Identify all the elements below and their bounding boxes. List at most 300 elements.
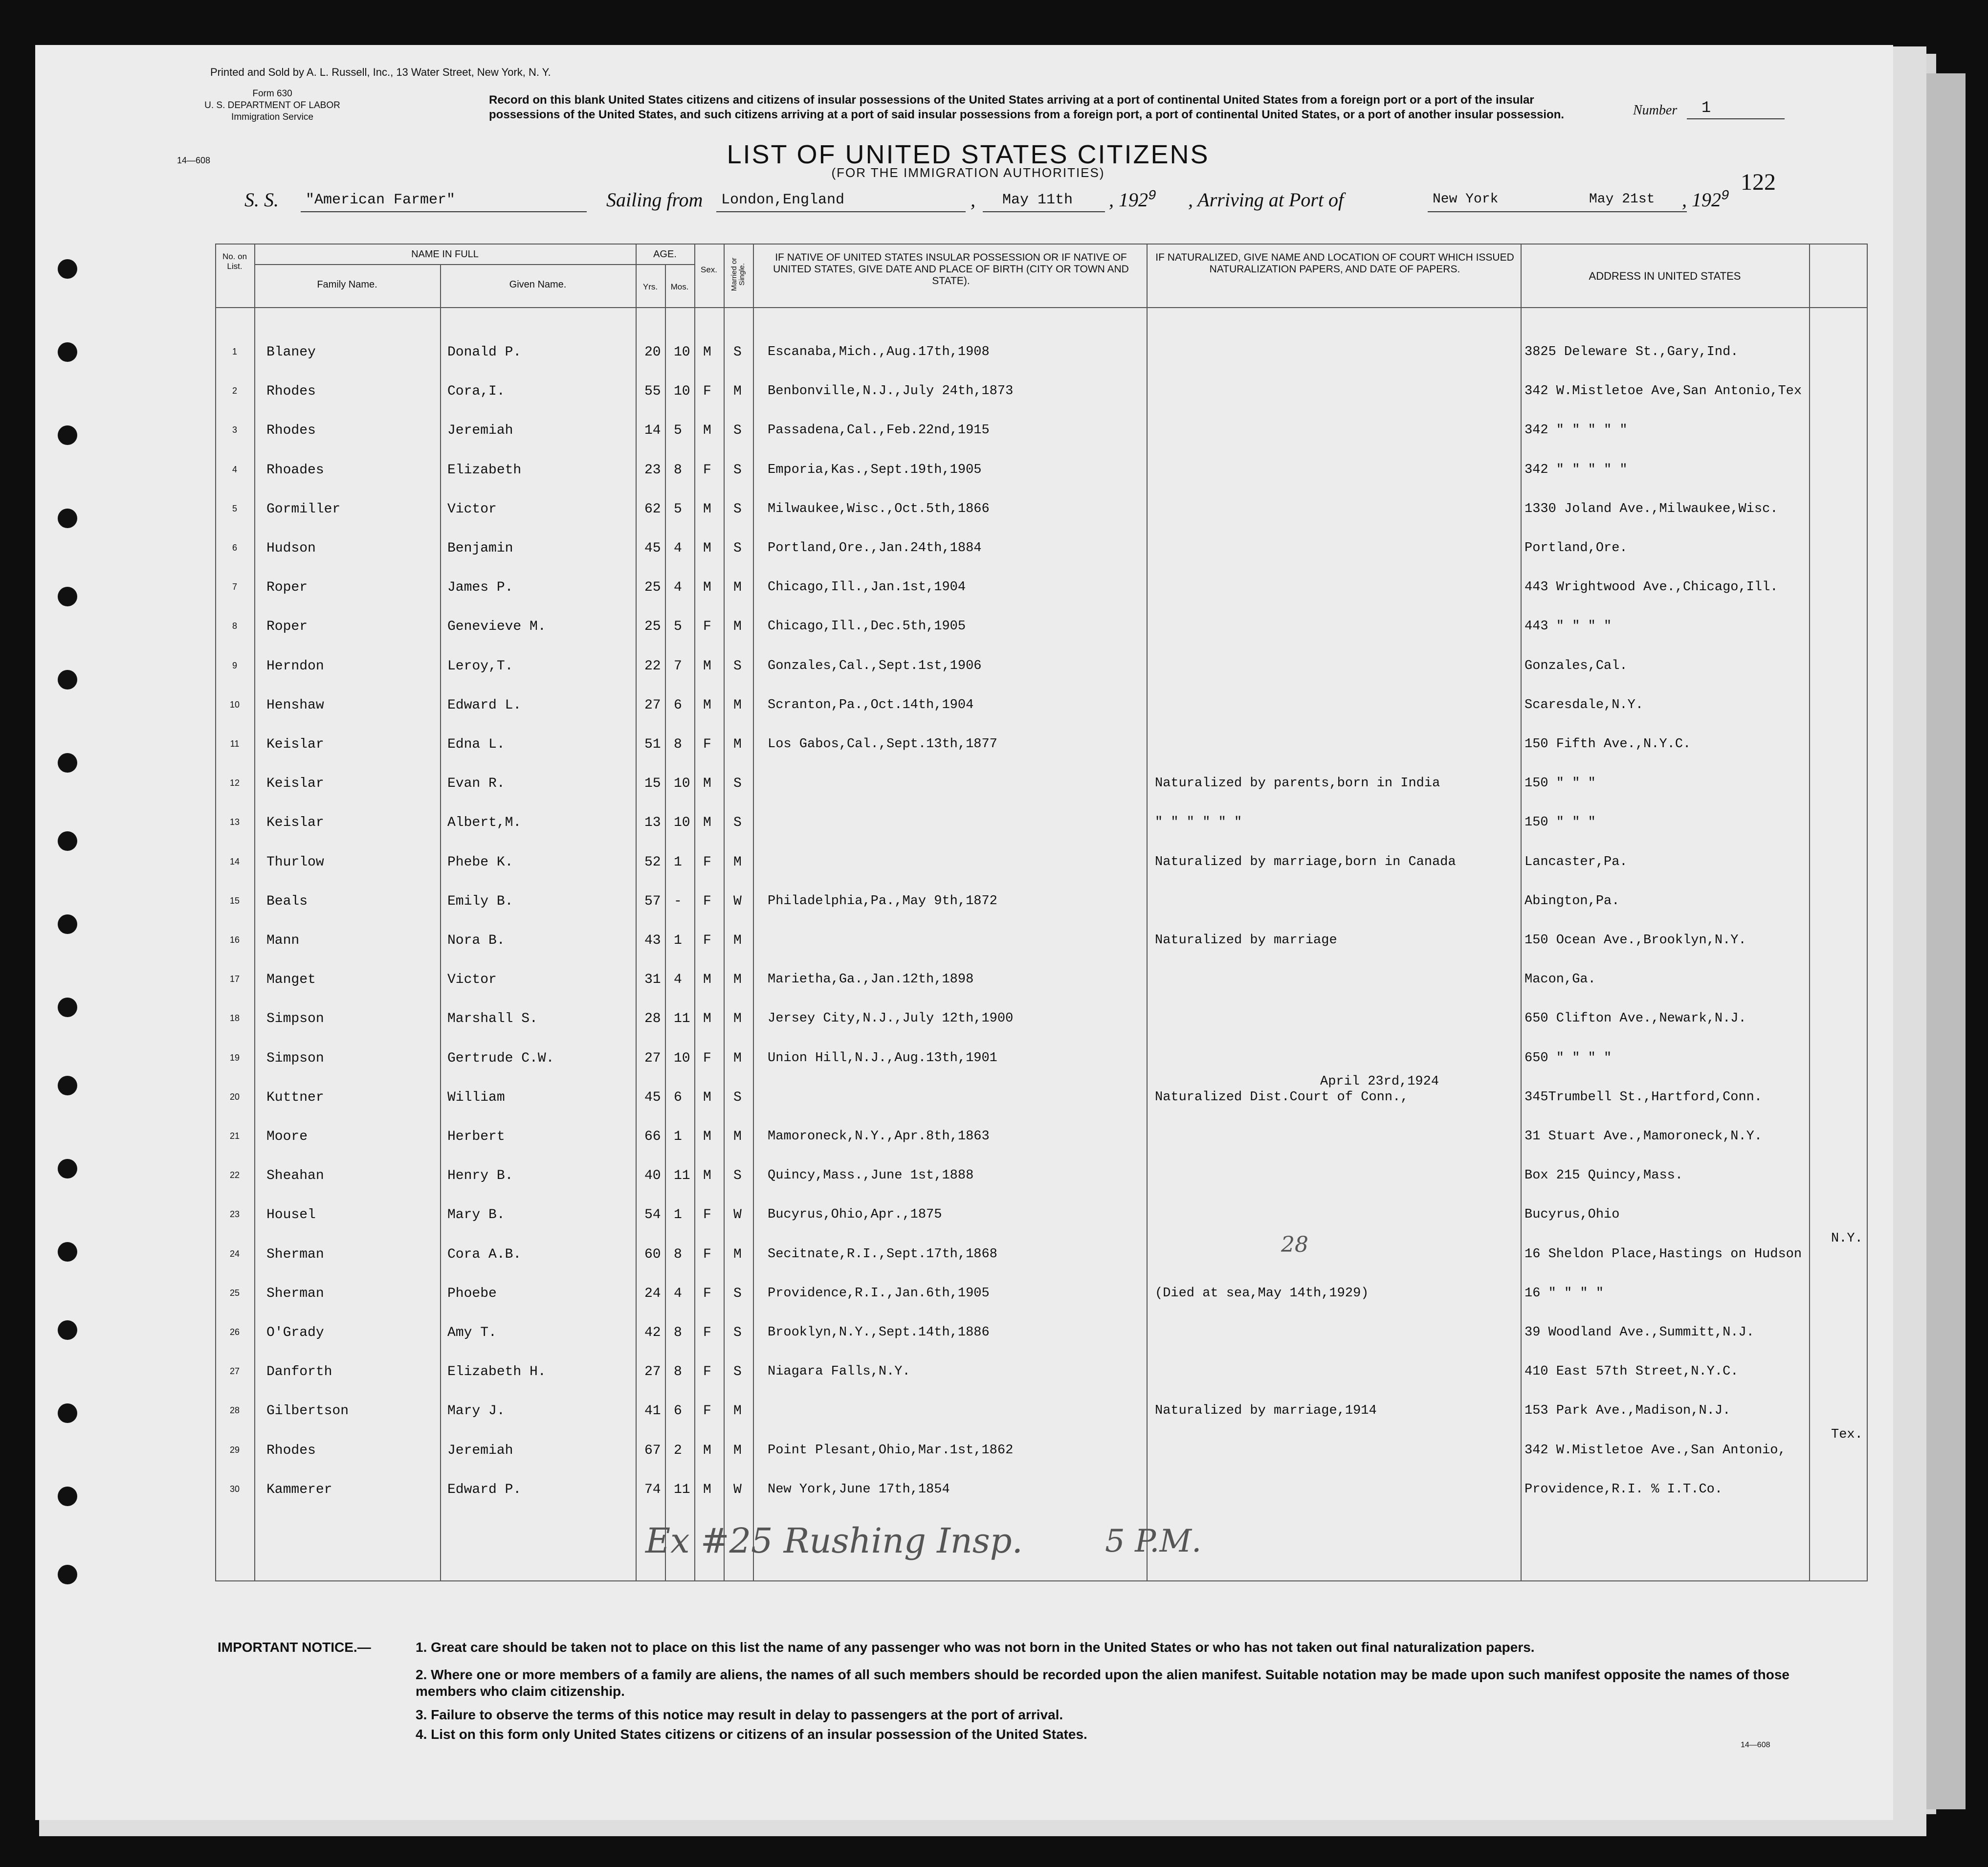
cell-marital-status: S [733, 462, 742, 478]
printer-credit: Printed and Sold by A. L. Russell, Inc., 13 Water Street, New York, N. Y. [210, 66, 551, 78]
cell-sex: F [703, 737, 711, 752]
cell-address: 410 East 57th Street,N.Y.C. [1524, 1364, 1739, 1379]
cell-family-name: Gilbertson [266, 1403, 349, 1419]
cell-marital-status: S [733, 1325, 742, 1340]
row-number: 11 [230, 739, 240, 749]
cell-family-name: Moore [266, 1129, 308, 1144]
handwritten-mark: 28 [1281, 1232, 1308, 1257]
row-number: 23 [229, 1209, 240, 1220]
cell-age-years: 23 [644, 462, 661, 478]
binder-hole [58, 998, 77, 1017]
cell-address: Portland,Ore. [1524, 541, 1628, 556]
binder-hole [58, 425, 77, 445]
cell-marital-status: M [733, 619, 742, 635]
col-border [724, 244, 725, 1581]
cell-sex: F [703, 462, 711, 478]
cell-address: Gonzales,Cal. [1524, 658, 1628, 673]
cell-address: 1330 Joland Ave.,Milwaukee,Wisc. [1524, 501, 1778, 516]
cell-given-name: Mary B. [447, 1207, 505, 1223]
cell-family-name: Kuttner [266, 1089, 324, 1105]
cell-given-name: Elizabeth H. [447, 1364, 546, 1380]
cell-marital-status: S [733, 658, 742, 674]
cell-age-months: 2 [674, 1443, 682, 1458]
cell-address-extra: Tex. [1831, 1427, 1863, 1442]
cell-given-name: Gertrude C.W. [447, 1050, 554, 1066]
cell-birth-place-date: Brooklyn,N.Y.,Sept.14th,1886 [768, 1325, 990, 1340]
cell-birth-place-date: Jersey City,N.J.,July 12th,1900 [768, 1011, 1014, 1026]
binder-hole [58, 342, 77, 362]
cell-age-months: - [674, 893, 682, 909]
cell-given-name: Nora B. [447, 933, 505, 948]
col-header-mos: Mos. [670, 282, 689, 291]
cell-birth-place-date: Secitnate,R.I.,Sept.17th,1868 [768, 1246, 997, 1262]
cell-sex: F [703, 1050, 711, 1066]
cell-address: Abington,Pa. [1524, 893, 1620, 909]
cell-age-years: 55 [644, 384, 661, 400]
binder-hole [58, 1487, 77, 1506]
header-bottom-border [215, 307, 1868, 308]
cell-given-name: Amy T. [447, 1325, 497, 1340]
cell-birth-place-date: Point Plesant,Ohio,Mar.1st,1862 [768, 1443, 1014, 1458]
cell-address: 345Trumbell St.,Hartford,Conn. [1524, 1089, 1763, 1105]
cell-age-months: 4 [674, 541, 682, 556]
row-number: 5 [232, 503, 237, 513]
cell-family-name: Keislar [266, 737, 324, 752]
cell-age-years: 28 [644, 1011, 661, 1027]
cell-age-years: 31 [644, 972, 661, 988]
cell-marital-status: M [733, 737, 742, 752]
notice-item: 4. List on this form only United States citizens or citizens of an insular possession of the United States. [416, 1727, 1087, 1742]
cell-naturalization: Naturalized by marriage,1914 [1155, 1403, 1377, 1419]
cell-sex: M [703, 658, 711, 674]
row-number: 6 [232, 543, 237, 553]
cell-age-months: 5 [674, 501, 682, 517]
cell-family-name: Thurlow [266, 854, 324, 870]
cell-sex: F [703, 1207, 711, 1223]
cell-family-name: Simpson [266, 1050, 324, 1066]
row-number: 17 [229, 974, 240, 984]
cell-family-name: Simpson [266, 1011, 324, 1027]
cell-sex: M [703, 697, 711, 713]
arrival-year: 9 [1721, 188, 1729, 204]
cell-age-months: 5 [674, 619, 682, 635]
binder-hole [58, 259, 77, 279]
notice-item: 2. Where one or more members of a family are aliens, the names of all such members should be recorded upon the alien manifest. Suitable notation may be made upon such manifest opposite the names of those members who claim citizenship. [416, 1667, 1789, 1699]
cell-age-years: 51 [644, 737, 661, 752]
cell-age-years: 24 [644, 1286, 661, 1301]
cell-marital-status: M [733, 1403, 742, 1419]
binder-hole [58, 587, 77, 606]
cell-marital-status: M [733, 1443, 742, 1458]
cell-marital-status: M [733, 1011, 742, 1027]
binder-hole [58, 670, 77, 689]
form-line: Immigration Service [231, 112, 313, 122]
cell-given-name: Edward P. [447, 1482, 522, 1497]
cell-sex: M [703, 815, 711, 831]
cell-marital-status: W [733, 1482, 742, 1497]
col-border [694, 244, 695, 1581]
cell-given-name: James P. [447, 580, 513, 596]
cell-age-years: 52 [644, 854, 661, 870]
cell-age-years: 15 [644, 776, 661, 792]
col-border [753, 244, 754, 1581]
cell-birth-place-date: Chicago,Ill.,Jan.1st,1904 [768, 580, 966, 595]
row-number: 18 [229, 1013, 240, 1023]
cell-family-name: Keislar [266, 776, 324, 792]
cell-age-years: 13 [644, 815, 661, 831]
cell-address: 31 Stuart Ave.,Mamoroneck,N.Y. [1524, 1129, 1763, 1144]
col-header-naturalized: IF NATURALIZED, GIVE NAME AND LOCATION OF COURT WHICH ISSUED NATURALIZATION PAPERS, AND DATE OF PAPERS. [1155, 252, 1514, 275]
cell-marital-status: S [733, 345, 742, 360]
binder-hole [58, 1320, 77, 1340]
cell-family-name: Beals [266, 893, 308, 909]
cell-age-months: 1 [674, 1129, 682, 1144]
cell-birth-place-date: Philadelphia,Pa.,May 9th,1872 [768, 893, 997, 909]
cell-address: Lancaster,Pa. [1524, 854, 1628, 869]
cell-marital-status: M [733, 697, 742, 713]
col-header-address: ADDRESS IN UNITED STATES [1589, 270, 1741, 282]
row-number: 29 [229, 1445, 240, 1455]
cell-given-name: Jeremiah [447, 423, 513, 439]
cell-address: 342 " " " " " [1524, 423, 1628, 438]
form-block [177, 88, 368, 123]
number-value: 1 [1701, 99, 1711, 117]
cell-age-years: 62 [644, 501, 661, 517]
cell-marital-status: W [733, 893, 742, 909]
notice-heading: IMPORTANT NOTICE.— [218, 1640, 371, 1655]
cell-age-months: 10 [674, 384, 690, 400]
cell-given-name: Cora,I. [447, 384, 505, 400]
cell-address: 443 " " " " [1524, 619, 1612, 634]
arrival-date: May 21st [1589, 192, 1655, 207]
cell-given-name: Donald P. [447, 345, 522, 360]
cell-address: 150 Fifth Ave.,N.Y.C. [1524, 737, 1691, 752]
binder-hole [58, 1403, 77, 1423]
col-border [665, 264, 666, 1581]
cell-naturalization: (Died at sea,May 14th,1929) [1155, 1286, 1369, 1301]
col-border [254, 244, 255, 1581]
cell-family-name: Hudson [266, 541, 316, 556]
cell-age-years: 14 [644, 423, 661, 439]
cell-given-name: Jeremiah [447, 1443, 513, 1458]
cell-age-months: 8 [674, 737, 682, 752]
cell-sex: F [703, 1286, 711, 1301]
cell-age-months: 8 [674, 1364, 682, 1380]
cell-sex: M [703, 1089, 711, 1105]
cell-marital-status: S [733, 1168, 742, 1184]
row-number: 24 [229, 1248, 240, 1259]
cell-family-name: Sheahan [266, 1168, 324, 1184]
number-underline [1687, 118, 1785, 119]
notice-item: 3. Failure to observe the terms of this notice may result in delay to passengers at the port of arrival. [416, 1707, 1063, 1722]
cell-naturalization: Naturalized by marriage [1155, 933, 1337, 948]
cell-marital-status: W [733, 1207, 742, 1223]
binder-hole [58, 753, 77, 773]
cell-birth-place-date: Niagara Falls,N.Y. [768, 1364, 910, 1379]
cell-age-years: 27 [644, 1050, 661, 1066]
row-number: 19 [229, 1052, 240, 1063]
cell-family-name: Manget [266, 972, 316, 988]
binder-hole [58, 1159, 77, 1178]
year-prefix: 192 [1692, 189, 1721, 211]
row-number: 4 [232, 464, 237, 474]
cell-age-years: 27 [644, 1364, 661, 1380]
cell-age-years: 54 [644, 1207, 661, 1223]
sailing-label: Sailing from [606, 189, 703, 211]
cell-sex: F [703, 384, 711, 400]
cell-birth-place-date: Portland,Ore.,Jan.24th,1884 [768, 541, 982, 556]
cell-family-name: Herndon [266, 658, 324, 674]
cell-age-years: 67 [644, 1443, 661, 1458]
cell-birth-place-date: New York,June 17th,1854 [768, 1482, 950, 1497]
cell-age-months: 1 [674, 933, 682, 948]
row-number: 28 [229, 1405, 240, 1416]
cell-family-name: Rhodes [266, 384, 316, 400]
cell-family-name: Rhodes [266, 1443, 316, 1458]
cell-age-months: 8 [674, 1246, 682, 1262]
page-title: LIST OF UNITED STATES CITIZENS [727, 140, 1210, 169]
cell-given-name: Albert,M. [447, 815, 522, 831]
sailing-from: London,England [721, 192, 845, 208]
cell-family-name: Kammerer [266, 1482, 332, 1497]
cell-address: Box 215 Quincy,Mass. [1524, 1168, 1683, 1183]
cell-family-name: Housel [266, 1207, 316, 1223]
cell-family-name: Gormiller [266, 501, 341, 517]
binder-hole [58, 509, 77, 528]
cell-given-name: Henry B. [447, 1168, 513, 1184]
cell-marital-status: M [733, 1050, 742, 1066]
cell-sex: F [703, 1246, 711, 1262]
cell-marital-status: S [733, 423, 742, 439]
cell-birth-place-date: Scranton,Pa.,Oct.14th,1904 [768, 697, 974, 712]
cell-sex: F [703, 619, 711, 635]
cell-marital-status: S [733, 815, 742, 831]
cell-naturalization: Naturalized by parents,born in India [1155, 776, 1440, 791]
col-header-family: Family Name. [317, 279, 377, 290]
cell-age-years: 25 [644, 580, 661, 596]
cell-address: 150 " " " [1524, 815, 1596, 830]
footer-form-code: 14—608 [1741, 1741, 1770, 1749]
binder-hole [58, 1242, 77, 1262]
col-border [1521, 244, 1522, 1581]
cell-given-name: Cora A.B. [447, 1246, 522, 1262]
cell-marital-status: M [733, 933, 742, 948]
cell-naturalization: Naturalized Dist.Court of Conn., [1155, 1089, 1409, 1105]
cell-age-months: 11 [674, 1011, 690, 1027]
cell-address: 16 " " " " [1524, 1286, 1604, 1301]
col-border [1867, 244, 1868, 1581]
row-number: 13 [229, 817, 240, 827]
cell-marital-status: S [733, 1364, 742, 1380]
col-header-sex: Sex. [700, 265, 718, 274]
binder-hole [58, 914, 77, 934]
row-number: 26 [229, 1327, 240, 1337]
cell-marital-status: M [733, 972, 742, 988]
cell-given-name: Emily B. [447, 893, 513, 909]
cell-age-years: 27 [644, 697, 661, 713]
cell-marital-status: M [733, 854, 742, 870]
cell-given-name: Phoebe [447, 1286, 497, 1301]
cell-age-years: 20 [644, 345, 661, 360]
cell-address: 342 W.Mistletoe Ave,San Antonio,Tex [1524, 384, 1802, 399]
cell-age-months: 6 [674, 1403, 682, 1419]
cell-family-name: Roper [266, 619, 308, 635]
cell-age-months: 11 [674, 1168, 690, 1184]
cell-marital-status: M [733, 384, 742, 400]
cell-sex: M [703, 541, 711, 556]
cell-family-name: O'Grady [266, 1325, 324, 1340]
handwritten-note: Ex #25 Rushing Insp. [645, 1521, 1023, 1561]
cell-address: 650 Clifton Ave.,Newark,N.J. [1524, 1011, 1746, 1026]
cell-age-months: 10 [674, 1050, 690, 1066]
sailing-date: May 11th [1002, 192, 1073, 208]
row-number: 22 [229, 1170, 240, 1180]
binder-hole [58, 831, 77, 851]
cell-family-name: Mann [266, 933, 300, 948]
cell-marital-status: S [733, 776, 742, 792]
cell-sex: M [703, 1443, 711, 1458]
cell-address: 150 " " " [1524, 776, 1596, 791]
cell-given-name: Genevieve M. [447, 619, 546, 635]
cell-sex: M [703, 501, 711, 517]
cell-birth-place-date: Milwaukee,Wisc.,Oct.5th,1866 [768, 501, 990, 516]
cell-sex: F [703, 1325, 711, 1340]
cell-age-years: 41 [644, 1403, 661, 1419]
col-header-given: Given Name. [509, 279, 567, 290]
cell-given-name: Elizabeth [447, 462, 522, 478]
cell-address: 150 Ocean Ave.,Brooklyn,N.Y. [1524, 933, 1746, 948]
col-header-no: No. on List. [222, 252, 247, 271]
cell-given-name: William [447, 1089, 505, 1105]
cell-age-years: 40 [644, 1168, 661, 1184]
col-header-age: AGE. [653, 249, 677, 260]
cell-address: 16 Sheldon Place,Hastings on Hudson [1524, 1246, 1802, 1262]
cell-address: Scaresdale,N.Y. [1524, 697, 1644, 712]
cell-sex: M [703, 972, 711, 988]
cell-address: 153 Park Ave.,Madison,N.J. [1524, 1403, 1731, 1419]
cell-birth-place-date: Escanaba,Mich.,Aug.17th,1908 [768, 345, 990, 359]
row-number: 27 [229, 1366, 240, 1377]
col-header-birth: IF NATIVE OF UNITED STATES INSULAR POSSESSION OR IF NATIVE OF UNITED STATES, GIVE DATE AND PLACE OF BIRTH (CITY OR TOWN AND STATE). [773, 252, 1129, 287]
cell-marital-status: S [733, 1286, 742, 1301]
cell-birth-place-date: Union Hill,N.J.,Aug.13th,1901 [768, 1050, 997, 1066]
cell-birth-place-date: Quincy,Mass.,June 1st,1888 [768, 1168, 974, 1183]
cell-age-years: 45 [644, 541, 661, 556]
cell-marital-status: S [733, 1089, 742, 1105]
cell-age-months: 10 [674, 776, 690, 792]
arrival-port: New York [1433, 192, 1499, 207]
cell-age-months: 4 [674, 580, 682, 596]
cell-age-months: 5 [674, 423, 682, 439]
cell-sex: M [703, 580, 711, 596]
row-number: 25 [229, 1288, 240, 1298]
cell-sex: F [703, 854, 711, 870]
cell-given-name: Victor [447, 972, 497, 988]
cell-age-months: 4 [674, 972, 682, 988]
cell-marital-status: M [733, 1129, 742, 1144]
cell-birth-place-date: Emporia,Kas.,Sept.19th,1905 [768, 462, 982, 477]
cell-age-months: 11 [674, 1482, 690, 1497]
cell-birth-place-date: Passadena,Cal.,Feb.22nd,1915 [768, 423, 990, 438]
row-number: 30 [229, 1484, 240, 1494]
cell-sex: M [703, 1482, 711, 1497]
cell-age-months: 7 [674, 658, 682, 674]
table-bottom-border [215, 1580, 1868, 1581]
cell-family-name: Rhodes [266, 423, 316, 439]
cell-birth-place-date: Mamoroneck,N.Y.,Apr.8th,1863 [768, 1129, 990, 1144]
row-number: 3 [232, 425, 237, 435]
row-number: 7 [232, 582, 237, 592]
cell-given-name: Leroy,T. [447, 658, 513, 674]
cell-sex: F [703, 893, 711, 909]
cell-age-months: 8 [674, 462, 682, 478]
cell-family-name: Danforth [266, 1364, 332, 1380]
cell-given-name: Herbert [447, 1129, 505, 1144]
underline [1428, 211, 1687, 212]
row-number: 21 [229, 1131, 240, 1141]
cell-naturalization-date: April 23rd,1924 [1320, 1074, 1439, 1089]
page-number: 122 [1741, 169, 1776, 195]
cell-given-name: Evan R. [447, 776, 505, 792]
cell-sex: F [703, 933, 711, 948]
cell-marital-status: M [733, 580, 742, 596]
cell-age-months: 4 [674, 1286, 682, 1301]
ss-label: S. S. [244, 189, 279, 211]
cell-address: Bucyrus,Ohio [1524, 1207, 1620, 1222]
col-border [215, 244, 216, 1581]
cell-age-months: 6 [674, 697, 682, 713]
form-line: Form 630 [252, 89, 292, 99]
cell-age-years: 60 [644, 1246, 661, 1262]
cell-family-name: Rhoades [266, 462, 324, 478]
cell-naturalization: " " " " " " [1155, 815, 1242, 830]
cell-age-months: 10 [674, 345, 690, 360]
underline [983, 211, 1105, 212]
cell-sex: M [703, 423, 711, 439]
cell-family-name: Henshaw [266, 697, 324, 713]
cell-given-name: Victor [447, 501, 497, 517]
cell-age-years: 43 [644, 933, 661, 948]
cell-birth-place-date: Marietha,Ga.,Jan.12th,1898 [768, 972, 974, 987]
cell-naturalization: Naturalized by marriage,born in Canada [1155, 854, 1456, 869]
cell-sex: M [703, 1168, 711, 1184]
cell-age-years: 42 [644, 1325, 661, 1340]
cell-address: 443 Wrightwood Ave.,Chicago,Ill. [1524, 580, 1778, 595]
year-prefix: 192 [1119, 189, 1148, 211]
cell-sex: M [703, 345, 711, 360]
cell-sex: F [703, 1403, 711, 1419]
cell-age-months: 1 [674, 1207, 682, 1223]
cell-age-months: 1 [674, 854, 682, 870]
cell-address: Providence,R.I. % I.T.Co. [1524, 1482, 1723, 1497]
header-divider [254, 264, 636, 265]
number-label: Number [1633, 103, 1678, 118]
row-number: 10 [229, 699, 240, 710]
row-number: 1 [232, 347, 237, 356]
cell-birth-place-date: Chicago,Ill.,Dec.5th,1905 [768, 619, 966, 634]
page-subtitle: (FOR THE IMMIGRATION AUTHORITIES) [831, 165, 1105, 180]
notice-item: 1. Great care should be taken not to place on this list the name of any passenger who was not born in the United States or who has not taken out final naturalization papers. [416, 1640, 1535, 1655]
cell-address: 342 " " " " " [1524, 462, 1628, 477]
cell-marital-status: S [733, 501, 742, 517]
cell-sex: M [703, 1011, 711, 1027]
cell-birth-place-date: Providence,R.I.,Jan.6th,1905 [768, 1286, 990, 1301]
col-border [1809, 244, 1810, 1581]
arriving-label: , Arriving at Port of [1188, 189, 1344, 211]
cell-given-name: Mary J. [447, 1403, 505, 1419]
cell-age-years: 45 [644, 1089, 661, 1105]
cell-given-name: Phebe K. [447, 854, 513, 870]
